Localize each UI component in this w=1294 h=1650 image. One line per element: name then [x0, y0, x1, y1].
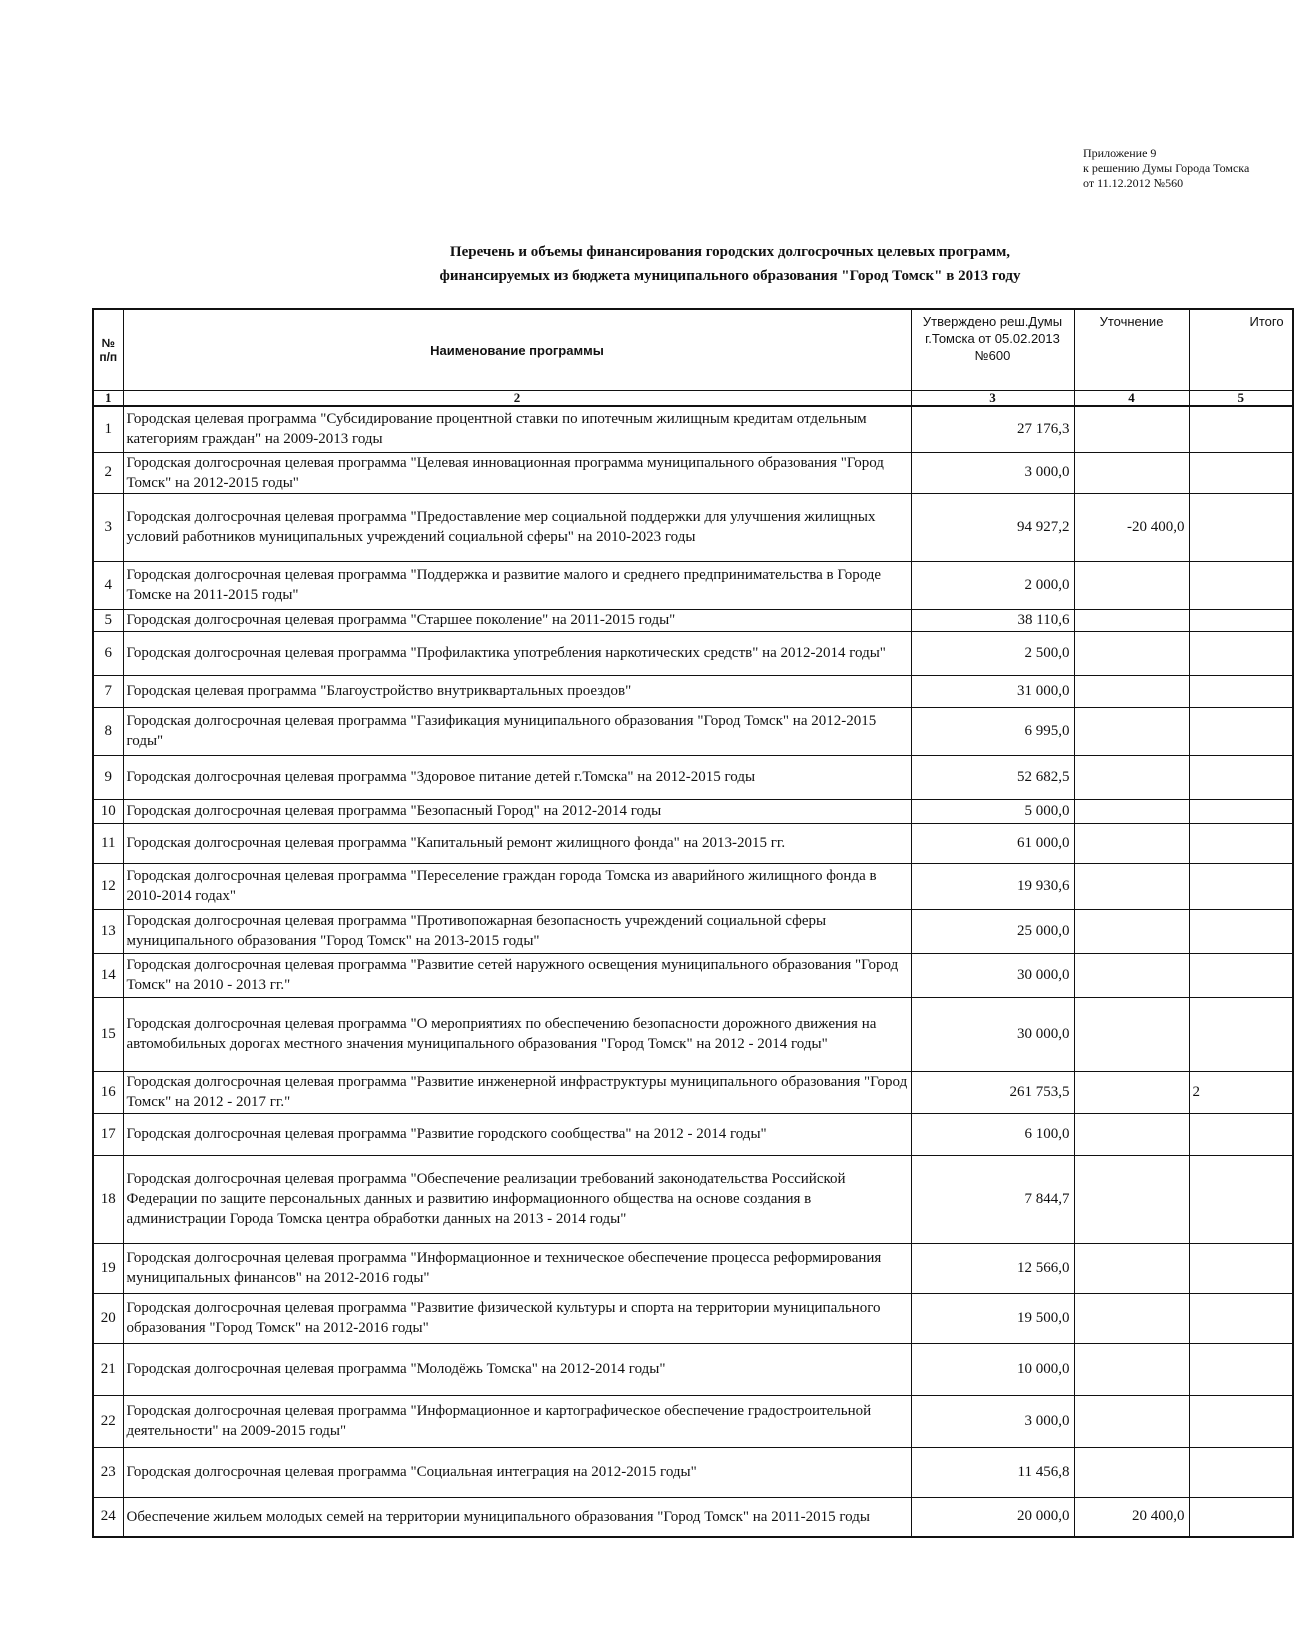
- row-program-name: Городская долгосрочная целевая программа "Развитие сетей наружного освещения муниципального образования "Город Томск" на 2010 - 2013 гг.": [123, 953, 911, 997]
- row-clarification-amount: [1074, 1113, 1189, 1155]
- header-clarification: Уточнение: [1074, 309, 1189, 391]
- row-clarification-amount: [1074, 863, 1189, 909]
- row-clarification-amount: [1074, 997, 1189, 1071]
- table-row: [93, 953, 1293, 997]
- row-num: 2: [93, 452, 123, 493]
- header-num: № п/п: [93, 309, 123, 391]
- row-num: 16: [93, 1071, 123, 1113]
- table-row: [93, 1293, 1293, 1343]
- row-approved-amount: 3 000,0: [911, 1395, 1074, 1447]
- row-clarification-amount: [1074, 707, 1189, 755]
- row-clarification-amount: [1074, 823, 1189, 863]
- row-num: 21: [93, 1343, 123, 1395]
- appendix-line-2: к решению Думы Города Томска: [1083, 161, 1250, 175]
- row-approved-amount: 2 500,0: [911, 631, 1074, 675]
- row-total-amount: [1189, 799, 1293, 823]
- col-index-5: 5: [1189, 391, 1293, 407]
- row-program-name: Городская долгосрочная целевая программа "Газификация муниципального образования "Город Томск" на 2012-2015 годы": [123, 707, 911, 755]
- row-num: 1: [93, 406, 123, 452]
- row-total-amount: [1189, 863, 1293, 909]
- table-row: [93, 799, 1293, 823]
- appendix-note: [1083, 146, 1249, 191]
- appendix-line-3: от 11.12.2012 №560: [1083, 176, 1184, 190]
- row-approved-amount: 6 995,0: [911, 707, 1074, 755]
- row-num: 11: [93, 823, 123, 863]
- row-clarification-amount: [1074, 631, 1189, 675]
- table-row: [93, 909, 1293, 953]
- row-total-amount: [1189, 493, 1293, 561]
- row-program-name: Городская долгосрочная целевая программа "Профилактика употребления наркотических средств" на 2012-2014 годы": [123, 631, 911, 675]
- row-program-name: Городская долгосрочная целевая программа "Старшее поколение" на 2011-2015 годы": [123, 609, 911, 631]
- row-total-amount: [1189, 1155, 1293, 1243]
- table-row: [93, 1155, 1293, 1243]
- row-clarification-amount: [1074, 1343, 1189, 1395]
- row-total-amount: [1189, 1447, 1293, 1497]
- row-total-amount: [1189, 609, 1293, 631]
- row-num: 8: [93, 707, 123, 755]
- row-total-amount: [1189, 953, 1293, 997]
- appendix-line-1: Приложение 9: [1083, 146, 1157, 160]
- row-total-amount: [1189, 631, 1293, 675]
- row-approved-amount: 25 000,0: [911, 909, 1074, 953]
- row-program-name: Городская долгосрочная целевая программа "Обеспечение реализации требований законодательства Российской Федерации по защите персональных данных и развитию информационного общества на основе создания в администрации Города Томска центра обработки данных на 2013 - 2014 годы": [123, 1155, 911, 1243]
- row-program-name: Городская долгосрочная целевая программа "Информационное и картографическое обеспечение градостроительной деятельности" на 2009-2015 годы": [123, 1395, 911, 1447]
- row-num: 10: [93, 799, 123, 823]
- row-program-name: Городская целевая программа "Благоустройство внутриквартальных проездов": [123, 675, 911, 707]
- row-total-amount: [1189, 561, 1293, 609]
- row-program-name: Городская долгосрочная целевая программа "Социальная интеграция на 2012-2015 годы": [123, 1447, 911, 1497]
- row-program-name: Городская долгосрочная целевая программа "Развитие физической культуры и спорта на территории муниципального образования "Город Томск" на 2012-2016 годы": [123, 1293, 911, 1343]
- table-row: [93, 1113, 1293, 1155]
- row-clarification-amount: [1074, 1395, 1189, 1447]
- row-program-name: Городская долгосрочная целевая программа "Поддержка и развитие малого и среднего предпринимательства в Городе Томске на 2011-2015 годы": [123, 561, 911, 609]
- row-num: 19: [93, 1243, 123, 1293]
- row-approved-amount: 7 844,7: [911, 1155, 1074, 1243]
- row-total-amount: [1189, 1113, 1293, 1155]
- row-num: 17: [93, 1113, 123, 1155]
- row-num: 13: [93, 909, 123, 953]
- row-approved-amount: 2 000,0: [911, 561, 1074, 609]
- column-index-row: [93, 391, 1293, 407]
- document-title: [300, 240, 1160, 288]
- row-approved-amount: 30 000,0: [911, 953, 1074, 997]
- row-clarification-amount: [1074, 755, 1189, 799]
- row-total-amount: [1189, 997, 1293, 1071]
- row-num: 12: [93, 863, 123, 909]
- row-approved-amount: 38 110,6: [911, 609, 1074, 631]
- row-num: 6: [93, 631, 123, 675]
- row-clarification-amount: 20 400,0: [1074, 1497, 1189, 1537]
- row-clarification-amount: [1074, 1071, 1189, 1113]
- row-approved-amount: 30 000,0: [911, 997, 1074, 1071]
- row-program-name: Городская долгосрочная целевая программа "Информационное и техническое обеспечение процесса реформирования муниципальных финансов" на 2012-2016 годы": [123, 1243, 911, 1293]
- row-total-amount: [1189, 1243, 1293, 1293]
- row-clarification-amount: [1074, 675, 1189, 707]
- row-total-amount: [1189, 707, 1293, 755]
- row-program-name: Городская долгосрочная целевая программа "Безопасный Город" на 2012-2014 годы: [123, 799, 911, 823]
- row-approved-amount: 61 000,0: [911, 823, 1074, 863]
- row-approved-amount: 94 927,2: [911, 493, 1074, 561]
- table-row: [93, 452, 1293, 493]
- row-num: 20: [93, 1293, 123, 1343]
- row-program-name: Городская долгосрочная целевая программа "Развитие инженерной инфраструктуры муниципального образования "Город Томск" на 2012 - 2017 гг.": [123, 1071, 911, 1113]
- row-approved-amount: 12 566,0: [911, 1243, 1074, 1293]
- row-approved-amount: 3 000,0: [911, 452, 1074, 493]
- row-clarification-amount: [1074, 1293, 1189, 1343]
- row-program-name: Городская долгосрочная целевая программа "Здоровое питание детей г.Томска" на 2012-2015 годы: [123, 755, 911, 799]
- row-total-amount: [1189, 1395, 1293, 1447]
- row-total-amount: [1189, 452, 1293, 493]
- table-row: [93, 1243, 1293, 1293]
- row-total-amount: [1189, 755, 1293, 799]
- row-clarification-amount: [1074, 1155, 1189, 1243]
- programs-table: [92, 308, 1294, 1538]
- row-total-amount: [1189, 1497, 1293, 1537]
- row-total-amount: 2: [1189, 1071, 1293, 1113]
- table-row: [93, 561, 1293, 609]
- row-clarification-amount: [1074, 953, 1189, 997]
- row-num: 18: [93, 1155, 123, 1243]
- row-approved-amount: 6 100,0: [911, 1113, 1074, 1155]
- row-clarification-amount: [1074, 609, 1189, 631]
- row-program-name: Городская долгосрочная целевая программа "Переселение граждан города Томска из аварийного жилищного фонда в 2010-2014 годах": [123, 863, 911, 909]
- row-num: 7: [93, 675, 123, 707]
- row-approved-amount: 27 176,3: [911, 406, 1074, 452]
- row-clarification-amount: -20 400,0: [1074, 493, 1189, 561]
- row-num: 14: [93, 953, 123, 997]
- row-total-amount: [1189, 823, 1293, 863]
- col-index-1: 1: [93, 391, 123, 407]
- row-program-name: Городская долгосрочная целевая программа "Капитальный ремонт жилищного фонда" на 2013-2015 гг.: [123, 823, 911, 863]
- header-total: Итого: [1189, 309, 1293, 391]
- row-clarification-amount: [1074, 909, 1189, 953]
- table-row: [93, 1447, 1293, 1497]
- row-num: 23: [93, 1447, 123, 1497]
- row-program-name: Городская долгосрочная целевая программа "Целевая инновационная программа муниципального образования "Город Томск" на 2012-2015 годы": [123, 452, 911, 493]
- row-num: 22: [93, 1395, 123, 1447]
- row-approved-amount: 11 456,8: [911, 1447, 1074, 1497]
- table-row: [93, 755, 1293, 799]
- table-row: [93, 493, 1293, 561]
- header-name: Наименование программы: [123, 309, 911, 391]
- row-total-amount: [1189, 1343, 1293, 1395]
- row-approved-amount: 52 682,5: [911, 755, 1074, 799]
- table-row: [93, 609, 1293, 631]
- title-line-2: финансируемых из бюджета муниципального образования "Город Томск" в 2013 году: [439, 268, 1021, 284]
- row-approved-amount: 10 000,0: [911, 1343, 1074, 1395]
- table-row: [93, 1343, 1293, 1395]
- table-row: [93, 406, 1293, 452]
- row-clarification-amount: [1074, 561, 1189, 609]
- row-total-amount: [1189, 675, 1293, 707]
- header-approved: Утверждено реш.Думы г.Томска от 05.02.2013 №600: [911, 309, 1074, 391]
- row-num: 3: [93, 493, 123, 561]
- table-row: [93, 863, 1293, 909]
- row-approved-amount: 19 500,0: [911, 1293, 1074, 1343]
- row-total-amount: [1189, 909, 1293, 953]
- row-clarification-amount: [1074, 452, 1189, 493]
- table-row: [93, 1395, 1293, 1447]
- row-program-name: Городская долгосрочная целевая программа "Предоставление мер социальной поддержки для улучшения жилищных условий работников муниципальных учреждений социальной сферы" на 2010-2023 годы: [123, 493, 911, 561]
- col-index-3: 3: [911, 391, 1074, 407]
- row-program-name: Обеспечение жильем молодых семей на территории муниципального образования "Город Томск" на 2011-2015 годы: [123, 1497, 911, 1537]
- col-index-4: 4: [1074, 391, 1189, 407]
- row-num: 4: [93, 561, 123, 609]
- row-approved-amount: 20 000,0: [911, 1497, 1074, 1537]
- row-program-name: Городская целевая программа "Субсидирование процентной ставки по ипотечным жилищным кредитам отдельным категориям граждан" на 2009-2013 годы: [123, 406, 911, 452]
- row-num: 15: [93, 997, 123, 1071]
- title-line-1: Перечень и объемы финансирования городских долгосрочных целевых программ,: [449, 244, 1011, 260]
- row-approved-amount: 261 753,5: [911, 1071, 1074, 1113]
- row-approved-amount: 5 000,0: [911, 799, 1074, 823]
- row-total-amount: [1189, 406, 1293, 452]
- row-program-name: Городская долгосрочная целевая программа "О мероприятиях по обеспечению безопасности дорожного движения на автомобильных дорогах местного значения муниципального образования "Город Томск" на 2012 - 2014 годы": [123, 997, 911, 1071]
- table-row: [93, 675, 1293, 707]
- row-clarification-amount: [1074, 1447, 1189, 1497]
- row-approved-amount: 31 000,0: [911, 675, 1074, 707]
- row-approved-amount: 19 930,6: [911, 863, 1074, 909]
- table-row: [93, 997, 1293, 1071]
- table-body: [93, 406, 1293, 1537]
- table-row: [93, 707, 1293, 755]
- row-program-name: Городская долгосрочная целевая программа "Молодёжь Томска" на 2012-2014 годы": [123, 1343, 911, 1395]
- row-program-name: Городская долгосрочная целевая программа "Противопожарная безопасность учреждений социальной сферы муниципального образования "Город Томск" на 2013-2015 годы": [123, 909, 911, 953]
- table-row: [93, 1497, 1293, 1537]
- row-clarification-amount: [1074, 406, 1189, 452]
- table-row: [93, 1071, 1293, 1113]
- row-num: 5: [93, 609, 123, 631]
- row-clarification-amount: [1074, 1243, 1189, 1293]
- col-index-2: 2: [123, 391, 911, 407]
- row-clarification-amount: [1074, 799, 1189, 823]
- table-row: [93, 823, 1293, 863]
- row-program-name: Городская долгосрочная целевая программа "Развитие городского сообщества" на 2012 - 2014 годы": [123, 1113, 911, 1155]
- row-num: 9: [93, 755, 123, 799]
- table-row: [93, 631, 1293, 675]
- table-header-row: [93, 309, 1293, 391]
- row-total-amount: [1189, 1293, 1293, 1343]
- row-num: 24: [93, 1497, 123, 1537]
